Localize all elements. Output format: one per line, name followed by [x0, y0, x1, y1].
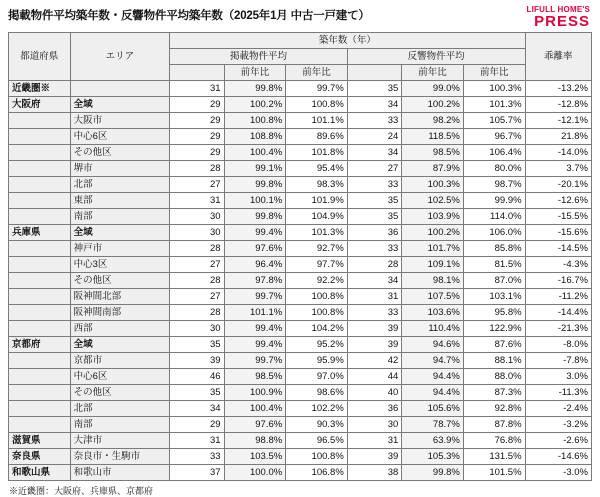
chikunensu-table — [8, 32, 592, 481]
table-row — [9, 145, 592, 161]
cell-area: 中心6区 — [70, 129, 170, 145]
cell-hankyo-zennen: 98.7% — [463, 177, 525, 193]
cell-keisai-years: 34 — [170, 401, 224, 417]
cell-hankyo-zennen: 85.8% — [463, 241, 525, 257]
cell-kairi: -2.6% — [525, 433, 591, 449]
cell-hankyo-zengetsu: 99.8% — [402, 465, 464, 481]
cell-keisai-years: 29 — [170, 145, 224, 161]
cell-hankyo-years: 39 — [347, 321, 401, 337]
cell-keisai-zengetsu: 97.6% — [224, 417, 286, 433]
cell-hankyo-years: 34 — [347, 97, 401, 113]
cell-prefecture — [9, 193, 71, 209]
page-title: 掲載物件平均築年数・反響物件平均築年数（2025年1月 中古一戸建て） — [8, 10, 370, 22]
cell-hankyo-years: 36 — [347, 225, 401, 241]
cell-kairi: -16.7% — [525, 273, 591, 289]
cell-kairi: 21.8% — [525, 129, 591, 145]
cell-keisai-zennen: 100.8% — [286, 289, 348, 305]
cell-prefecture — [9, 321, 71, 337]
cell-keisai-zengetsu: 100.4% — [224, 145, 286, 161]
table-row — [9, 81, 592, 97]
cell-keisai-zengetsu: 98.5% — [224, 369, 286, 385]
cell-keisai-years: 35 — [170, 337, 224, 353]
cell-hankyo-zennen: 96.7% — [463, 129, 525, 145]
cell-kairi: -4.3% — [525, 257, 591, 273]
cell-area: 南部 — [70, 417, 170, 433]
cell-kairi: -14.0% — [525, 145, 591, 161]
cell-hankyo-zengetsu: 103.6% — [402, 305, 464, 321]
cell-hankyo-years: 33 — [347, 305, 401, 321]
cell-hankyo-zengetsu: 103.9% — [402, 209, 464, 225]
cell-hankyo-zennen: 88.0% — [463, 369, 525, 385]
cell-hankyo-zennen: 131.5% — [463, 449, 525, 465]
cell-kairi: -12.1% — [525, 113, 591, 129]
cell-hankyo-years: 33 — [347, 241, 401, 257]
table-row — [9, 417, 592, 433]
th-hankyo-zennen: 前年比 — [463, 65, 525, 81]
cell-prefecture: 京都府 — [9, 337, 71, 353]
cell-hankyo-zengetsu: 98.2% — [402, 113, 464, 129]
cell-keisai-years: 28 — [170, 241, 224, 257]
cell-area: 大津市 — [70, 433, 170, 449]
cell-keisai-zengetsu: 99.4% — [224, 225, 286, 241]
cell-hankyo-zennen: 76.8% — [463, 433, 525, 449]
logo-line-2: PRESS — [534, 13, 590, 30]
cell-kairi: -12.6% — [525, 193, 591, 209]
cell-area: 南部 — [70, 209, 170, 225]
cell-hankyo-zennen: 106.4% — [463, 145, 525, 161]
cell-keisai-zengetsu: 100.8% — [224, 113, 286, 129]
table-row — [9, 257, 592, 273]
cell-keisai-years: 29 — [170, 129, 224, 145]
cell-hankyo-zennen: 80.0% — [463, 161, 525, 177]
cell-keisai-zengetsu: 99.4% — [224, 337, 286, 353]
cell-area: その他区 — [70, 385, 170, 401]
cell-keisai-years: 28 — [170, 305, 224, 321]
cell-prefecture: 滋賀県 — [9, 433, 71, 449]
table-body — [9, 81, 592, 481]
cell-keisai-zennen: 96.5% — [286, 433, 348, 449]
cell-keisai-zennen: 100.8% — [286, 97, 348, 113]
table-row — [9, 401, 592, 417]
cell-hankyo-years: 39 — [347, 337, 401, 353]
cell-hankyo-years: 34 — [347, 273, 401, 289]
cell-hankyo-years: 38 — [347, 465, 401, 481]
table-row — [9, 321, 592, 337]
cell-hankyo-years: 33 — [347, 113, 401, 129]
th-group-keisai: 掲載物件平均 — [170, 49, 348, 65]
cell-hankyo-zennen: 100.3% — [463, 81, 525, 97]
cell-keisai-zennen: 89.6% — [286, 129, 348, 145]
cell-area: 東部 — [70, 193, 170, 209]
cell-hankyo-zengetsu: 94.6% — [402, 337, 464, 353]
cell-hankyo-zennen: 92.8% — [463, 401, 525, 417]
cell-keisai-zengetsu: 99.4% — [224, 321, 286, 337]
cell-kairi: -15.6% — [525, 225, 591, 241]
table-row — [9, 241, 592, 257]
cell-keisai-zengetsu: 96.4% — [224, 257, 286, 273]
cell-keisai-zengetsu: 101.1% — [224, 305, 286, 321]
cell-hankyo-zennen: 87.0% — [463, 273, 525, 289]
cell-area — [70, 81, 170, 97]
cell-area: 全域 — [70, 337, 170, 353]
cell-prefecture — [9, 257, 71, 273]
cell-prefecture — [9, 353, 71, 369]
cell-keisai-years: 31 — [170, 81, 224, 97]
cell-keisai-zennen: 95.2% — [286, 337, 348, 353]
table-row — [9, 385, 592, 401]
cell-keisai-zengetsu: 99.8% — [224, 209, 286, 225]
table-header-row-1 — [9, 33, 592, 49]
cell-keisai-zennen: 90.3% — [286, 417, 348, 433]
cell-hankyo-zengetsu: 101.7% — [402, 241, 464, 257]
cell-keisai-years: 35 — [170, 385, 224, 401]
cell-hankyo-zennen: 95.8% — [463, 305, 525, 321]
cell-area: 神戸市 — [70, 241, 170, 257]
cell-hankyo-years: 35 — [347, 209, 401, 225]
cell-hankyo-zengetsu: 107.5% — [402, 289, 464, 305]
th-kairi: 乖離率 — [525, 33, 591, 81]
cell-keisai-years: 27 — [170, 257, 224, 273]
cell-prefecture: 奈良県 — [9, 449, 71, 465]
cell-area: 西部 — [70, 321, 170, 337]
cell-keisai-zengetsu: 100.4% — [224, 401, 286, 417]
cell-prefecture — [9, 177, 71, 193]
cell-hankyo-zengetsu: 63.9% — [402, 433, 464, 449]
cell-keisai-years: 33 — [170, 449, 224, 465]
cell-kairi: -7.8% — [525, 353, 591, 369]
cell-keisai-years: 28 — [170, 161, 224, 177]
table-footnote: ※近畿圏：大阪府、兵庫県、京都府 — [9, 486, 154, 496]
cell-keisai-zennen: 97.7% — [286, 257, 348, 273]
brand-logo — [527, 6, 592, 29]
cell-keisai-zengetsu: 98.8% — [224, 433, 286, 449]
cell-hankyo-zengetsu: 78.7% — [402, 417, 464, 433]
cell-keisai-years: 46 — [170, 369, 224, 385]
cell-keisai-years: 30 — [170, 209, 224, 225]
cell-hankyo-years: 35 — [347, 81, 401, 97]
cell-keisai-years: 39 — [170, 353, 224, 369]
cell-kairi: 3.7% — [525, 161, 591, 177]
table-row — [9, 209, 592, 225]
cell-area: 北部 — [70, 177, 170, 193]
table-row — [9, 193, 592, 209]
table-row — [9, 449, 592, 465]
cell-hankyo-zengetsu: 87.9% — [402, 161, 464, 177]
cell-keisai-zennen: 106.8% — [286, 465, 348, 481]
cell-keisai-years: 30 — [170, 321, 224, 337]
cell-kairi: -3.0% — [525, 465, 591, 481]
table-row — [9, 353, 592, 369]
cell-prefecture — [9, 241, 71, 257]
cell-area: 阪神間北部 — [70, 289, 170, 305]
cell-keisai-zennen: 101.9% — [286, 193, 348, 209]
cell-area: 和歌山市 — [70, 465, 170, 481]
cell-keisai-zennen: 101.3% — [286, 225, 348, 241]
cell-hankyo-zennen: 101.3% — [463, 97, 525, 113]
table-row — [9, 129, 592, 145]
cell-hankyo-zengetsu: 110.4% — [402, 321, 464, 337]
cell-keisai-zengetsu: 100.2% — [224, 97, 286, 113]
th-hankyo-zengetsu: 前年比 — [402, 65, 464, 81]
cell-keisai-zengetsu: 97.6% — [224, 241, 286, 257]
cell-kairi: -8.0% — [525, 337, 591, 353]
cell-prefecture: 近畿圏※ — [9, 81, 71, 97]
cell-area: 堺市 — [70, 161, 170, 177]
cell-hankyo-years: 39 — [347, 449, 401, 465]
cell-prefecture — [9, 161, 71, 177]
cell-hankyo-years: 31 — [347, 433, 401, 449]
cell-keisai-zennen: 99.7% — [286, 81, 348, 97]
cell-hankyo-zengetsu: 118.5% — [402, 129, 464, 145]
cell-keisai-zengetsu: 100.0% — [224, 465, 286, 481]
cell-prefecture — [9, 417, 71, 433]
cell-area: その他区 — [70, 273, 170, 289]
cell-hankyo-zengetsu: 99.0% — [402, 81, 464, 97]
cell-hankyo-zengetsu: 105.3% — [402, 449, 464, 465]
cell-hankyo-zengetsu: 94.4% — [402, 369, 464, 385]
cell-prefecture — [9, 369, 71, 385]
cell-keisai-zennen: 101.8% — [286, 145, 348, 161]
th-prefecture: 都道府県 — [9, 33, 71, 81]
cell-keisai-zennen: 98.6% — [286, 385, 348, 401]
cell-keisai-years: 31 — [170, 433, 224, 449]
cell-keisai-zennen: 100.8% — [286, 305, 348, 321]
cell-area: 全域 — [70, 225, 170, 241]
table-row — [9, 161, 592, 177]
cell-keisai-zennen: 100.8% — [286, 449, 348, 465]
cell-kairi: 3.0% — [525, 369, 591, 385]
cell-hankyo-zengetsu: 98.1% — [402, 273, 464, 289]
th-hankyo-years — [347, 65, 401, 81]
cell-keisai-zengetsu: 103.5% — [224, 449, 286, 465]
th-group-hankyo: 反響物件平均 — [347, 49, 525, 65]
cell-hankyo-zennen: 81.5% — [463, 257, 525, 273]
table-row — [9, 177, 592, 193]
cell-hankyo-zengetsu: 100.2% — [402, 97, 464, 113]
cell-hankyo-zengetsu: 105.6% — [402, 401, 464, 417]
cell-keisai-zennen: 102.2% — [286, 401, 348, 417]
cell-area: 北部 — [70, 401, 170, 417]
cell-keisai-years: 31 — [170, 193, 224, 209]
cell-keisai-zennen: 97.0% — [286, 369, 348, 385]
cell-prefecture — [9, 385, 71, 401]
cell-prefecture — [9, 289, 71, 305]
cell-prefecture — [9, 209, 71, 225]
cell-keisai-zengetsu: 100.9% — [224, 385, 286, 401]
cell-kairi: -2.4% — [525, 401, 591, 417]
table-row — [9, 369, 592, 385]
table-row — [9, 289, 592, 305]
cell-kairi: -15.5% — [525, 209, 591, 225]
cell-hankyo-years: 28 — [347, 257, 401, 273]
cell-prefecture: 和歌山県 — [9, 465, 71, 481]
table-row — [9, 273, 592, 289]
cell-hankyo-zennen: 99.9% — [463, 193, 525, 209]
cell-area: 京都市 — [70, 353, 170, 369]
table-row — [9, 305, 592, 321]
cell-prefecture — [9, 145, 71, 161]
cell-hankyo-zennen: 114.0% — [463, 209, 525, 225]
cell-hankyo-zennen: 106.0% — [463, 225, 525, 241]
table-row — [9, 465, 592, 481]
cell-keisai-zennen: 95.9% — [286, 353, 348, 369]
cell-keisai-zengetsu: 108.8% — [224, 129, 286, 145]
th-keisai-zennen: 前年比 — [286, 65, 348, 81]
cell-hankyo-years: 40 — [347, 385, 401, 401]
cell-keisai-years: 29 — [170, 417, 224, 433]
cell-area: 阪神間南部 — [70, 305, 170, 321]
cell-prefecture — [9, 113, 71, 129]
cell-area: 大阪市 — [70, 113, 170, 129]
cell-kairi: -20.1% — [525, 177, 591, 193]
th-group-chikunensu: 築年数（年） — [170, 33, 525, 49]
cell-hankyo-zennen: 88.1% — [463, 353, 525, 369]
cell-prefecture — [9, 129, 71, 145]
cell-hankyo-years: 27 — [347, 161, 401, 177]
cell-hankyo-zennen: 103.1% — [463, 289, 525, 305]
cell-kairi: -12.8% — [525, 97, 591, 113]
cell-area: 全域 — [70, 97, 170, 113]
th-keisai-years — [170, 65, 224, 81]
cell-hankyo-years: 34 — [347, 145, 401, 161]
cell-hankyo-zennen: 87.3% — [463, 385, 525, 401]
cell-kairi: -14.5% — [525, 241, 591, 257]
cell-hankyo-zennen: 101.5% — [463, 465, 525, 481]
cell-hankyo-zengetsu: 100.2% — [402, 225, 464, 241]
table-row — [9, 337, 592, 353]
cell-area: 中心3区 — [70, 257, 170, 273]
cell-hankyo-zengetsu: 102.5% — [402, 193, 464, 209]
cell-keisai-zennen: 104.2% — [286, 321, 348, 337]
cell-kairi: -14.6% — [525, 449, 591, 465]
cell-hankyo-zennen: 122.9% — [463, 321, 525, 337]
cell-keisai-zengetsu: 99.8% — [224, 177, 286, 193]
cell-hankyo-years: 42 — [347, 353, 401, 369]
cell-hankyo-zengetsu: 94.7% — [402, 353, 464, 369]
cell-keisai-years: 29 — [170, 113, 224, 129]
page-header — [8, 6, 592, 32]
cell-prefecture: 大阪府 — [9, 97, 71, 113]
cell-keisai-years: 27 — [170, 177, 224, 193]
cell-hankyo-zennen: 87.6% — [463, 337, 525, 353]
cell-hankyo-zengetsu: 94.4% — [402, 385, 464, 401]
cell-area: 奈良市・生駒市 — [70, 449, 170, 465]
cell-kairi: -14.4% — [525, 305, 591, 321]
cell-keisai-years: 28 — [170, 273, 224, 289]
cell-keisai-zengetsu: 99.7% — [224, 289, 286, 305]
cell-hankyo-years: 36 — [347, 401, 401, 417]
cell-keisai-years: 37 — [170, 465, 224, 481]
th-keisai-zengetsu: 前年比 — [224, 65, 286, 81]
cell-kairi: -11.3% — [525, 385, 591, 401]
cell-prefecture — [9, 305, 71, 321]
cell-kairi: -3.2% — [525, 417, 591, 433]
cell-keisai-years: 27 — [170, 289, 224, 305]
cell-keisai-years: 30 — [170, 225, 224, 241]
table-row — [9, 113, 592, 129]
cell-hankyo-years: 35 — [347, 193, 401, 209]
table-row — [9, 97, 592, 113]
cell-keisai-zennen: 92.7% — [286, 241, 348, 257]
cell-area: 中心6区 — [70, 369, 170, 385]
cell-kairi: -13.2% — [525, 81, 591, 97]
cell-hankyo-zengetsu: 98.5% — [402, 145, 464, 161]
cell-hankyo-zengetsu: 109.1% — [402, 257, 464, 273]
table-head — [9, 33, 592, 81]
cell-prefecture — [9, 401, 71, 417]
cell-keisai-zengetsu: 99.7% — [224, 353, 286, 369]
cell-prefecture — [9, 273, 71, 289]
cell-keisai-zennen: 92.2% — [286, 273, 348, 289]
cell-keisai-zengetsu: 100.1% — [224, 193, 286, 209]
cell-keisai-zennen: 98.3% — [286, 177, 348, 193]
cell-keisai-zengetsu: 97.8% — [224, 273, 286, 289]
cell-keisai-zengetsu: 99.8% — [224, 81, 286, 97]
cell-keisai-years: 29 — [170, 97, 224, 113]
cell-hankyo-years: 30 — [347, 417, 401, 433]
cell-kairi: -21.3% — [525, 321, 591, 337]
cell-keisai-zennen: 104.9% — [286, 209, 348, 225]
cell-keisai-zennen: 101.1% — [286, 113, 348, 129]
cell-hankyo-zennen: 105.7% — [463, 113, 525, 129]
cell-keisai-zengetsu: 99.1% — [224, 161, 286, 177]
th-area: エリア — [70, 33, 170, 81]
cell-area: その他区 — [70, 145, 170, 161]
table-row — [9, 433, 592, 449]
cell-hankyo-zengetsu: 100.3% — [402, 177, 464, 193]
cell-hankyo-years: 33 — [347, 177, 401, 193]
table-row — [9, 225, 592, 241]
cell-keisai-zennen: 95.4% — [286, 161, 348, 177]
cell-hankyo-years: 24 — [347, 129, 401, 145]
cell-prefecture: 兵庫県 — [9, 225, 71, 241]
cell-hankyo-zennen: 87.8% — [463, 417, 525, 433]
cell-hankyo-years: 31 — [347, 289, 401, 305]
cell-hankyo-years: 44 — [347, 369, 401, 385]
cell-kairi: -11.2% — [525, 289, 591, 305]
logo-line-1: LIFULL HOME'S — [526, 5, 590, 14]
